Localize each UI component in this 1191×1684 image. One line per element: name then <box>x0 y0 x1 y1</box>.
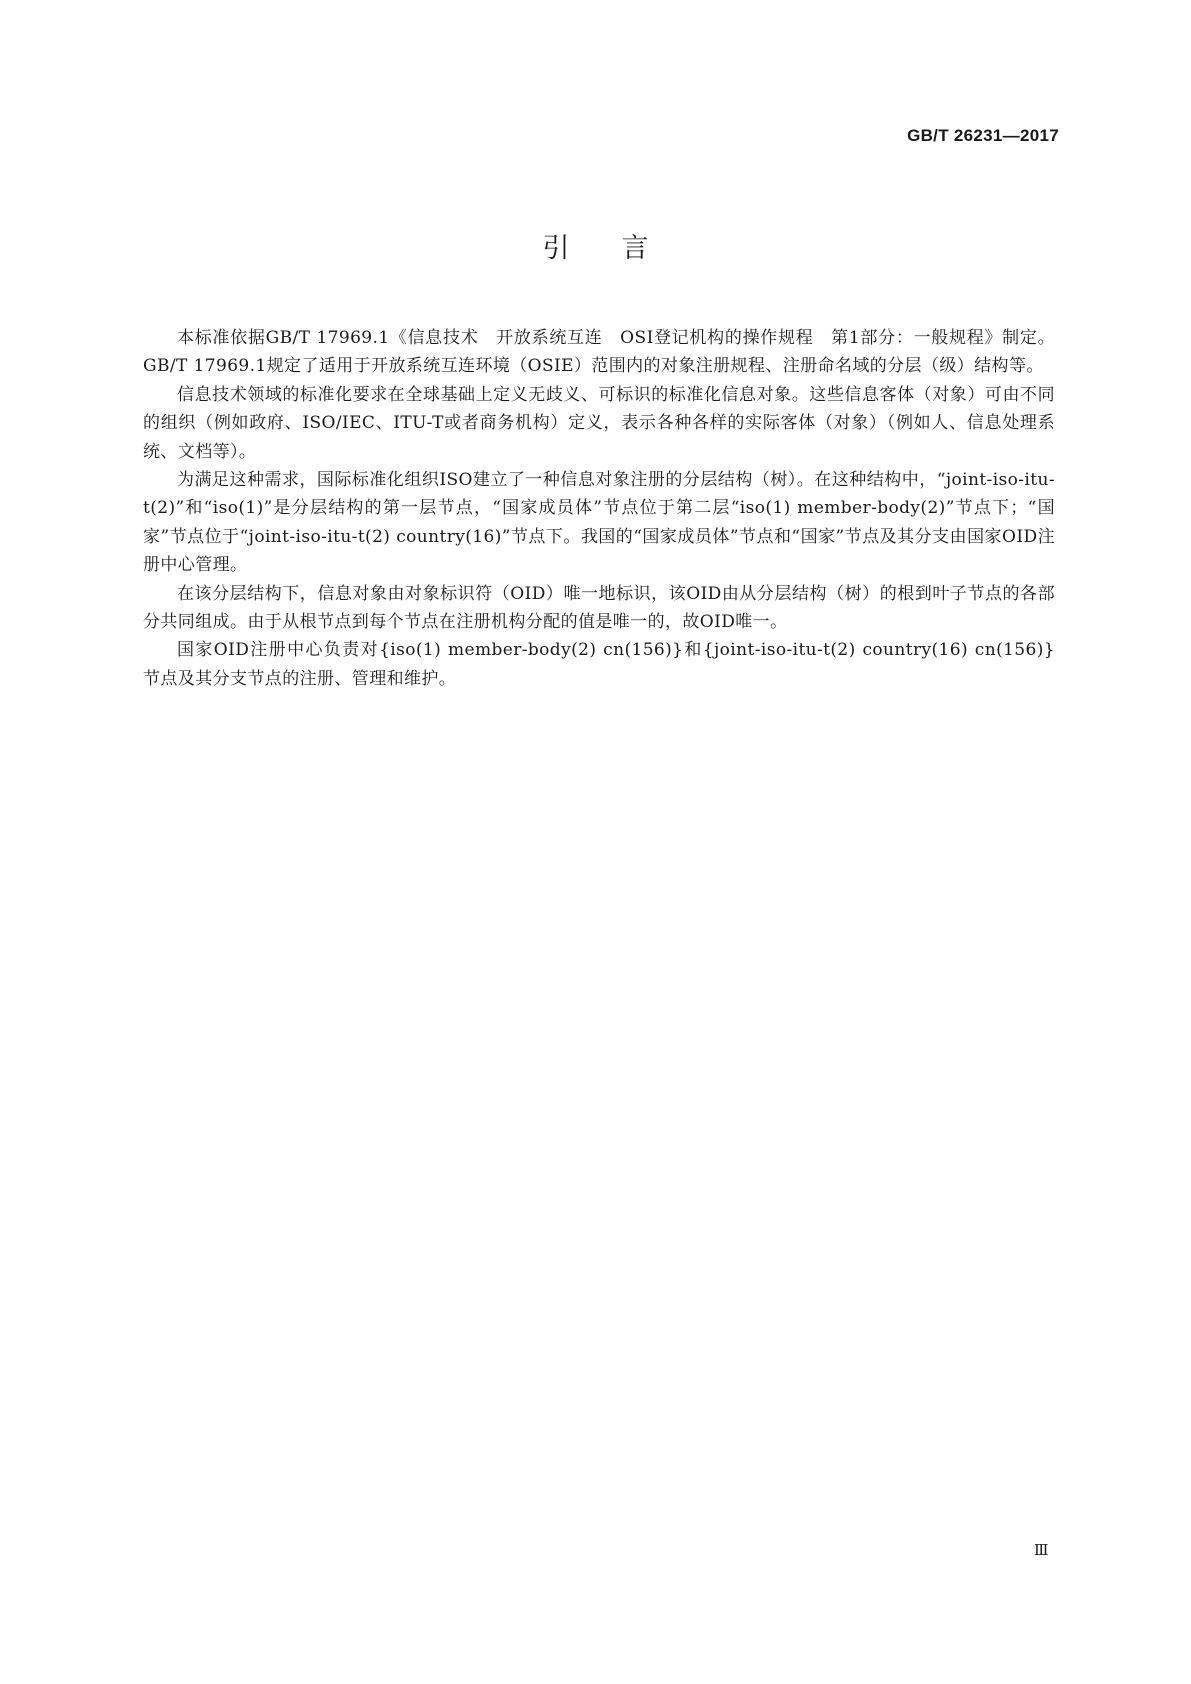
page-number: Ⅲ <box>1034 1543 1049 1559</box>
standard-code: GB/T 26231—2017 <box>907 126 1059 145</box>
introduction-body <box>143 324 1055 693</box>
paragraph-3: 为满足这种需求，国际标准化组织ISO建立了一种信息对象注册的分层结构（树）。在这种结构中，“joint-iso-itu-t(2)”和“iso(1)”是分层结构的第一层节点，“国家成员体”节点位于第二层“iso(1) member-body(2)”节点下；“国家”节点位于“joint-iso-itu-t(2) country(16)”节点下。我国的“国家成员体”节点和“国家”节点及其分支由国家OID注册中心管理。 <box>143 470 1055 576</box>
paragraph-4: 在该分层结构下，信息对象由对象标识符（OID）唯一地标识，该OID由从分层结构（树）的根到叶子节点的各部分共同组成。由于从根节点到每个节点在注册机构分配的值是唯一的，故OID唯一。 <box>143 583 1055 633</box>
paragraph-5: 国家OID注册中心负责对{iso(1) member-body(2) cn(156)}和{joint-iso-itu-t(2) country(16) cn(156)}节点及其分支节点的注册、管理和维护。 <box>143 640 1055 689</box>
paragraph-1: 本标准依据GB/T 17969.1《信息技术 开放系统互连 OSI登记机构的操作规程 第1部分：一般规程》制定。GB/T 17969.1规定了适用于开放系统互连环境（OSIE）范围内的对象注册规程、注册命名域的分层（级）结构等。 <box>143 328 1055 377</box>
paragraph-2: 信息技术领域的标准化要求在全球基础上定义无歧义、可标识的标准化信息对象。这些信息客体（对象）可由不同的组织（例如政府、ISO/IEC、ITU-T或者商务机构）定义，表示各种各样的实际客体（对象）（例如人、信息处理系统、文档等）。 <box>143 384 1055 462</box>
page-title: 引言 <box>542 233 701 264</box>
